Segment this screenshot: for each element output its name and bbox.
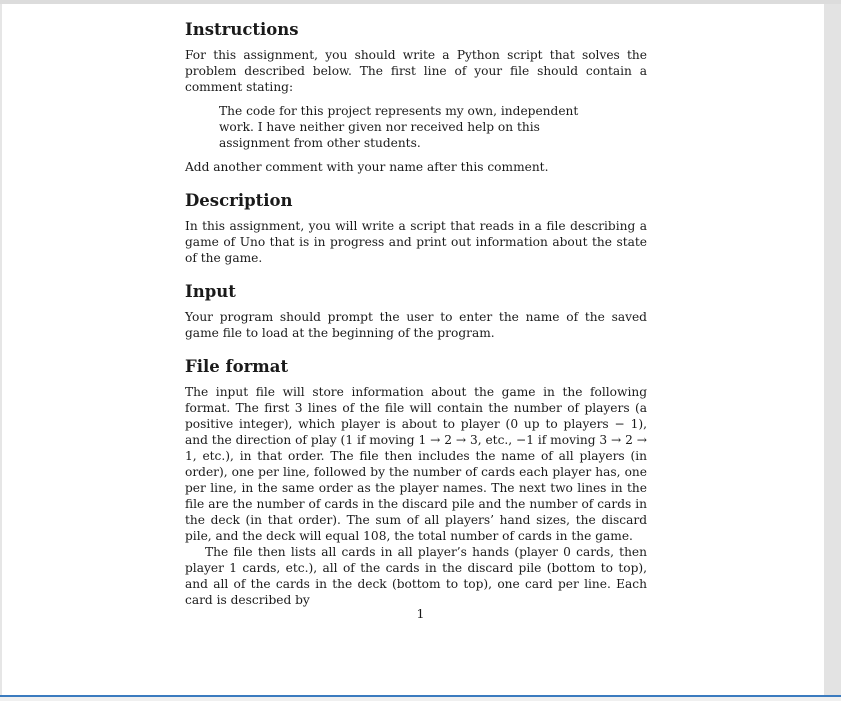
instructions-intro: For this assignment, you should write a Python script that solves the problem described below. The first line of your file should contain a comment stating: [185, 48, 647, 94]
file-format-para-1: The input file will store information about the game in the following format. The first 3 lines of the file will contain the number of players (a positive integer), which player is about to player (0 up to players − 1), and the direction of play (1 if moving 1 → 2 → 3, etc., −1 if moving 3 → 2 → 1, etc.), in that order. The file then includes the name of all players (in order), one per line, followed by the number of cards each player has, one per line, in the same order as the player names. The next two lines in the file are the number of cards in the discard pile and the number of cards in the deck (in that order). The sum of all players’ hand sizes, the discard pile, and the deck will equal 108, the total number of cards in the game. [185, 385, 647, 543]
viewer-scroll-gutter[interactable] [824, 4, 841, 695]
heading-input: Input [185, 282, 236, 301]
section-instructions [185, 20, 647, 175]
section-input [185, 282, 647, 341]
heading-file-format: File format [185, 357, 289, 376]
section-description [185, 191, 647, 266]
instructions-after: Add another comment with your name after this comment. [185, 160, 549, 174]
description-body: In this assignment, you will write a script that reads in a file describing a game of Uno that is in progress and print out information about the state of the game. [185, 219, 647, 265]
quote-text: The code for this project represents my own, independent work. I have neither given nor received help on this assignment from other students. [219, 104, 579, 150]
page-content [185, 20, 647, 608]
input-body: Your program should prompt the user to enter the name of the saved game file to load at the beginning of the program. [185, 310, 647, 340]
section-file-format [185, 357, 647, 608]
page-number: 1 [416, 606, 425, 621]
required-comment-quote [219, 103, 613, 151]
file-format-para-2: The file then lists all cards in all player’s hands (player 0 cards, then player 1 cards, etc.), all of the cards in the discard pile (bottom to top), and all of the cards in the deck (bottom to top), one card per line. Each card is described by [185, 545, 647, 607]
heading-instructions: Instructions [185, 20, 299, 39]
heading-description: Description [185, 191, 293, 210]
viewer-bottom-bar [0, 697, 841, 701]
